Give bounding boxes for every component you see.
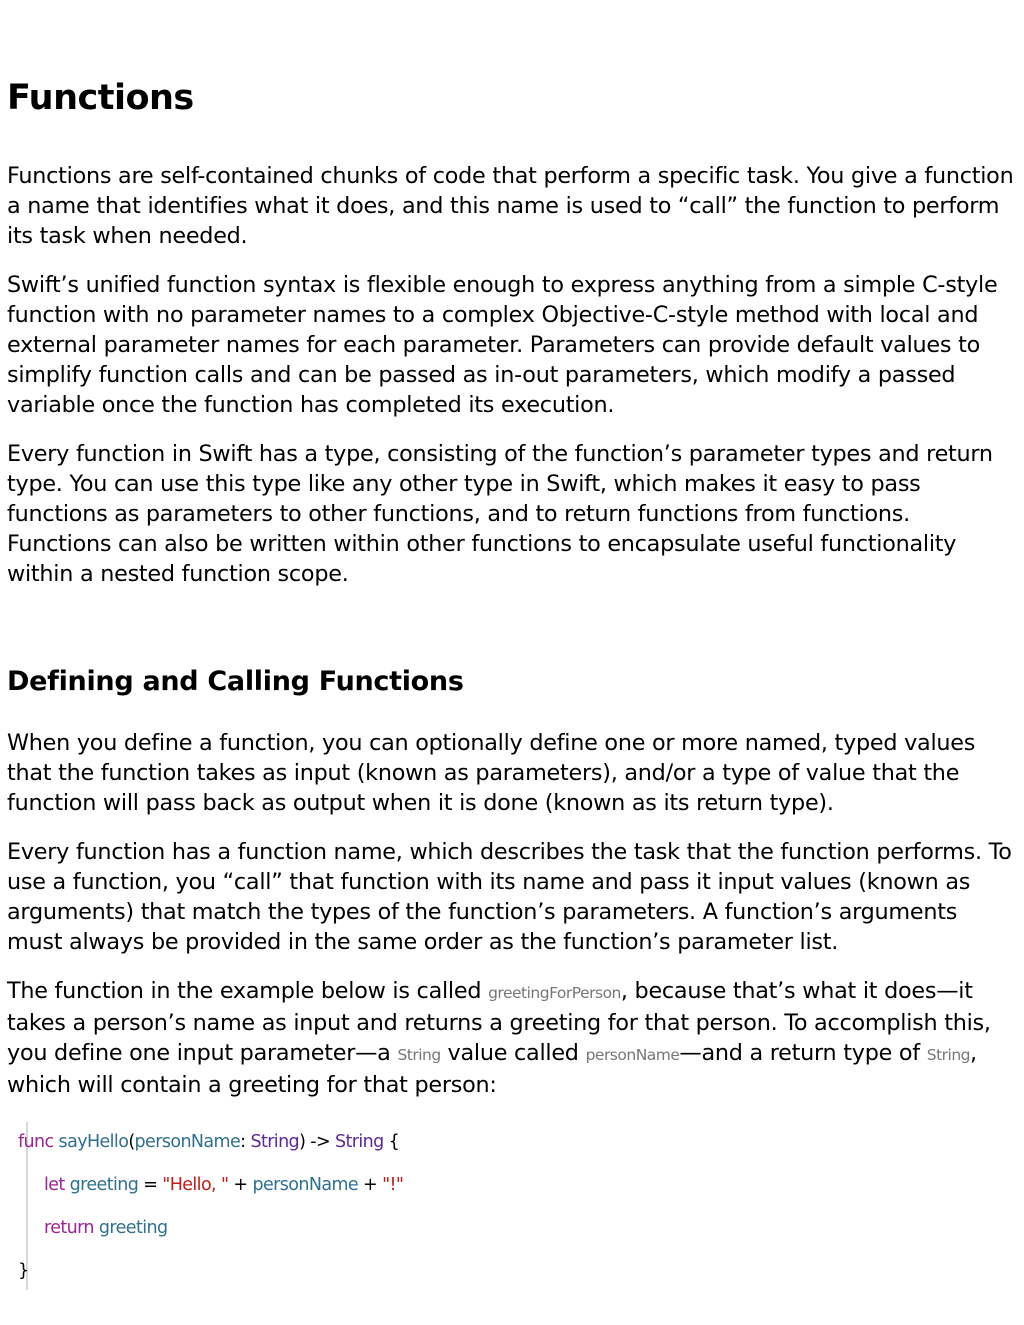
code-keyword: let xyxy=(44,1175,65,1195)
text-run: value called xyxy=(440,1040,586,1067)
code-variable: greeting xyxy=(69,1175,139,1195)
code-function-name: sayHello xyxy=(58,1132,129,1152)
code-block xyxy=(18,1122,628,1290)
text-run: , because that’s what it does—it takes a person’s name as input and returns a greeting for that person. To accomplish this, you define one input parameter—a xyxy=(7,978,991,1067)
code-type: String xyxy=(335,1132,384,1152)
section-heading: Defining and Calling Functions xyxy=(7,666,464,697)
code-variable: greeting xyxy=(98,1218,168,1238)
code-keyword: func xyxy=(18,1132,54,1152)
inline-code-string: String xyxy=(397,1046,441,1065)
section-paragraph-2: Every function has a function name, which describes the task that the function performs. To use a function, you “call” that function with its name and pass it input values (known as arguments) that match the types of the function’s parameters. A function’s arguments must always be provided in the same order as the function’s parameter list. xyxy=(7,839,1012,956)
inline-code-personName: personName xyxy=(585,1046,680,1065)
code-type: String xyxy=(250,1132,300,1152)
code-keyword: return xyxy=(44,1218,94,1238)
text-run: —and a return type of xyxy=(679,1040,927,1067)
code-punct: { xyxy=(383,1132,400,1152)
code-string: "Hello, " xyxy=(162,1175,229,1195)
intro-paragraph-3: Every function in Swift has a type, consisting of the function’s parameter types and return type. You can use this type like any other type in Swift, which makes it easy to pass functions as parameters to other functions, and to return functions from functions. Functions can also be written within other functions to encapsulate useful functionality within a nested function scope. xyxy=(7,441,993,588)
code-string: "!" xyxy=(382,1175,404,1195)
code-line-4 xyxy=(18,1261,29,1281)
code-punct: + xyxy=(358,1175,383,1195)
intro-paragraph-2: Swift’s unified function syntax is flexible enough to express anything from a simple C-style function with no parameter names to a complex Objective-C-style method with local and external parameter names for each parameter. Parameters can provide default values to simplify function calls and can be passed as in-out parameters, which modify a passed variable once the function has completed its execution. xyxy=(7,272,998,419)
page-title: Functions xyxy=(7,78,194,118)
inline-code-string: String xyxy=(926,1046,971,1065)
code-line-3 xyxy=(44,1218,167,1238)
code-punct: = xyxy=(138,1175,163,1195)
section-paragraph-1: When you define a function, you can optionally define one or more named, typed values that the function takes as input (known as parameters), and/or a type of value that the function will pass back as output when it is done (known as its return type). xyxy=(7,730,976,817)
code-punct: + xyxy=(228,1175,253,1195)
code-line-1 xyxy=(18,1132,399,1152)
code-line-2 xyxy=(44,1175,403,1195)
code-param: personName xyxy=(252,1175,359,1195)
inline-code-greetingForPerson: greetingForPerson xyxy=(488,984,621,1002)
intro-paragraph-1: Functions are self-contained chunks of code that perform a specific task. You give a function a name that identifies what it does, and this name is used to “call” the function to perform its task when needed. xyxy=(7,163,1014,250)
code-punct: ( xyxy=(128,1132,135,1152)
code-punct: : xyxy=(240,1132,251,1152)
code-punct: ) -> xyxy=(299,1132,336,1152)
code-punct: } xyxy=(18,1261,29,1281)
section-paragraph-3 xyxy=(7,976,1019,1100)
text-run: The function in the example below is called xyxy=(7,978,489,1004)
text-run: , which will contain a greeting for that person: xyxy=(7,1040,977,1099)
code-param: personName xyxy=(134,1132,241,1152)
